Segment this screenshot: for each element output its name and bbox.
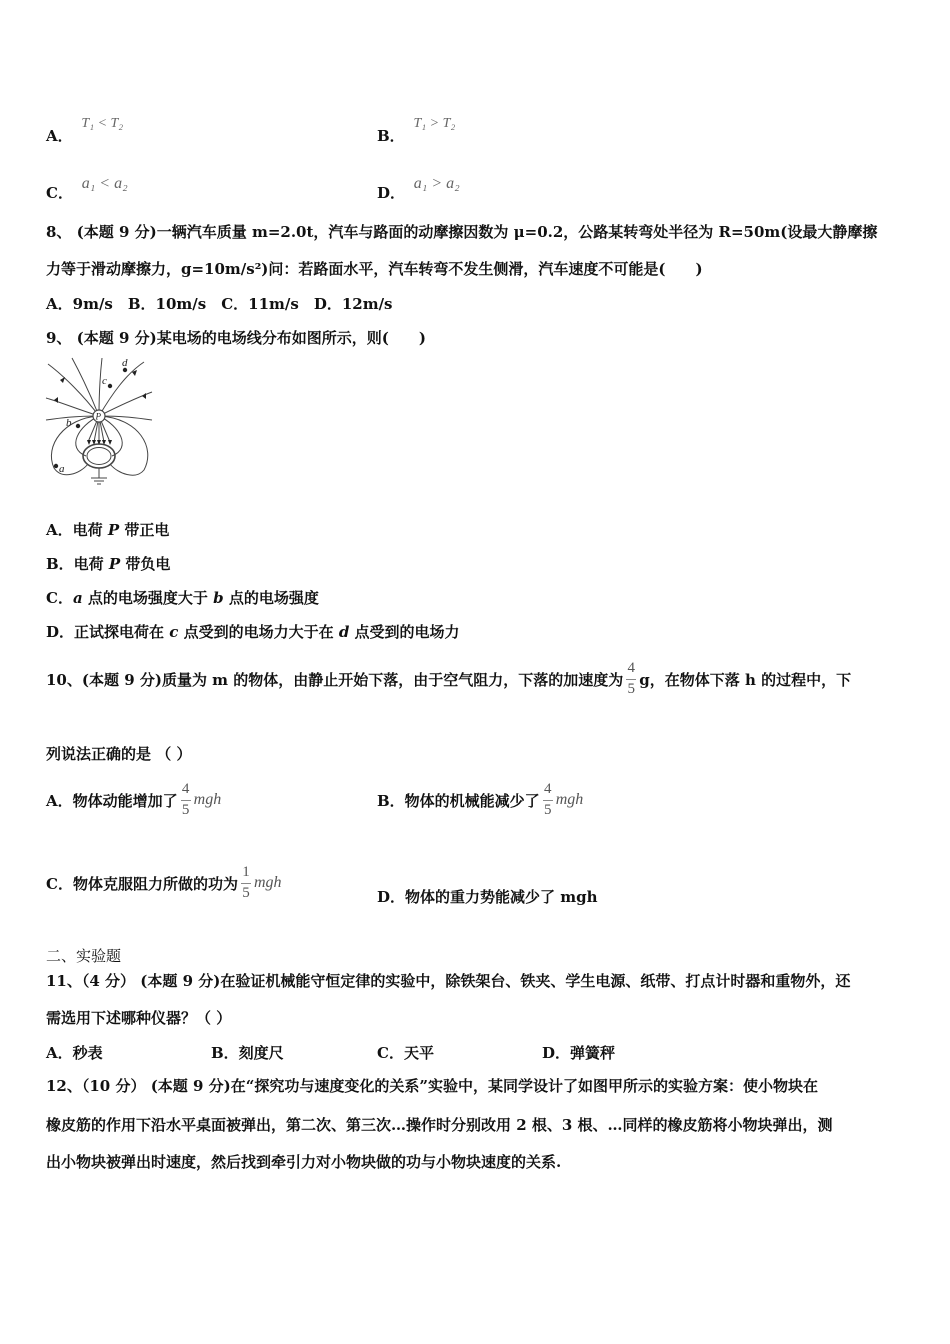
- q8-line2: 力等于滑动摩擦力，g=10m/s²)问：若路面水平，汽车转弯不发生侧滑，汽车速度不可能是( ): [46, 260, 703, 278]
- q9-option-var: a: [72, 589, 83, 607]
- q7-option-expr: a₁ < a₂: [81, 175, 128, 192]
- q12-line1: 12、（10 分） (本题 9 分)在“探究功与速度变化的关系”实验中，某同学设计了如图甲所示的实验方案：使小物块在: [46, 1077, 819, 1095]
- q9-option-text: 点受到的电场力: [349, 623, 460, 641]
- q12-line3: 出小物块被弹出时速度，然后找到牵引力对小物块做的功与小物块速度的关系.: [46, 1153, 562, 1171]
- q9-option-c: [46, 587, 319, 608]
- q10-option-text: C．物体克服阻力所做的功为: [46, 874, 238, 893]
- q11-line1: 11、（4 分） (本题 9 分)在验证机械能守恒定律的实验中，除铁架台、铁夹、学生电源、纸带、打点计时器和重物外，还: [46, 972, 851, 990]
- q9-option-var: b: [213, 589, 224, 607]
- q10-option-var: mgh: [193, 791, 222, 808]
- q11-option-b: B．刻度尺: [211, 1044, 284, 1062]
- q12-line2: 橡皮筋的作用下沿水平桌面被弹出，第二次、第三次…操作时分别改用 2 根、3 根、…同样的橡皮筋将小物块弹出，测: [46, 1116, 833, 1134]
- q7-option-expr: T₁ > T₂: [413, 116, 456, 131]
- q9-option-text: D．正试探电荷在: [46, 623, 170, 641]
- q9-option-var: d: [338, 623, 350, 641]
- q9-option-b: [46, 553, 170, 574]
- q9-option-text: 点的电场强度大于: [82, 589, 214, 607]
- frac-numerator: 4: [181, 780, 190, 797]
- frac-denominator: 5: [181, 801, 190, 818]
- q7-option-d: [377, 175, 460, 203]
- q7-option-letter: C．: [46, 184, 73, 202]
- q9-option-text: C．: [46, 589, 73, 607]
- q10-text: 10、(本题 9 分)质量为 m 的物体，由静止开始下落，由于空气阻力，下落的加速度为: [46, 670, 624, 689]
- frac-numerator: 1: [242, 863, 250, 880]
- label-b: b: [66, 417, 72, 429]
- q9-option-var: c: [169, 623, 179, 641]
- label-p: P: [95, 411, 101, 422]
- frac-numerator: 4: [627, 659, 636, 676]
- section-heading: 二、实验题: [46, 947, 122, 965]
- q10-option-var: mgh: [555, 791, 584, 808]
- frac-denominator: 5: [242, 884, 250, 901]
- q10-text: g，在物体下落 h 的过程中，下: [639, 670, 852, 689]
- q11-line2: 需选用下述哪种仪器？（ ）: [46, 1009, 232, 1027]
- q11-option-d: D．弹簧秤: [542, 1044, 616, 1062]
- q7-option-expr: a₁ > a₂: [413, 175, 460, 192]
- q10-option-b: [377, 778, 583, 822]
- q11-option-c: C．天平: [377, 1044, 434, 1062]
- frac-numerator: 4: [543, 780, 552, 797]
- q9-option-text: B．电荷: [46, 555, 109, 573]
- q9-option-d: [46, 621, 460, 642]
- q10-line2: 列说法正确的是 （ ）: [46, 745, 192, 763]
- q8-line1: 8、 (本题 9 分)一辆汽车质量 m=2.0t，汽车与路面的动摩擦因数为 μ=0.2，公路某转弯处半径为 R=50m(设最大静摩擦: [46, 223, 878, 241]
- q9-option-text: A．电荷: [46, 521, 108, 539]
- label-a: a: [59, 463, 65, 475]
- electric-field-diagram: [44, 356, 156, 488]
- q10-option-a: [46, 778, 221, 822]
- q10-option-fraction: [543, 782, 553, 819]
- q10-option-text: B．物体的机械能减少了: [377, 791, 540, 810]
- q7-option-expr: T₁ < T₂: [81, 116, 124, 131]
- q7-option-letter: A．: [46, 127, 73, 145]
- q9-option-text: 带正电: [119, 521, 170, 539]
- q10-option-var: mgh: [253, 874, 282, 891]
- q9-stem: 9、 (本题 9 分)某电场的电场线分布如图所示，则( ): [46, 329, 426, 347]
- q9-option-text: 点的电场强度: [223, 589, 319, 607]
- q7-option-c: [46, 175, 128, 203]
- q10-option-c: [46, 861, 282, 905]
- q9-option-a: [46, 519, 169, 540]
- label-c: c: [102, 375, 107, 387]
- q9-option-text: 点受到的电场力大于在: [178, 623, 339, 641]
- q9-option-text: 带负电: [120, 555, 171, 573]
- q11-option-a: A．秒表: [46, 1044, 103, 1062]
- q8-options: A．9m/s B．10m/s C．11m/s D．12m/s: [46, 295, 393, 313]
- label-d: d: [122, 357, 128, 369]
- q10-option-fraction: [181, 782, 191, 819]
- q9-option-var: P: [107, 521, 120, 539]
- q7-option-letter: B．: [377, 127, 405, 145]
- q10-option-d: D．物体的重力势能减少了 mgh: [377, 888, 598, 906]
- q10-option-text: A．物体动能增加了: [46, 791, 178, 810]
- q9-option-var: P: [108, 555, 121, 573]
- q10-line1: [46, 657, 851, 701]
- q7-option-letter: D．: [377, 184, 406, 202]
- frac-denominator: 5: [543, 801, 552, 818]
- q7-option-b: [377, 116, 455, 146]
- frac-denominator: 5: [627, 680, 636, 697]
- q7-option-a: [46, 116, 123, 146]
- q10-option-fraction: [241, 865, 251, 902]
- q10-fraction: [626, 661, 636, 698]
